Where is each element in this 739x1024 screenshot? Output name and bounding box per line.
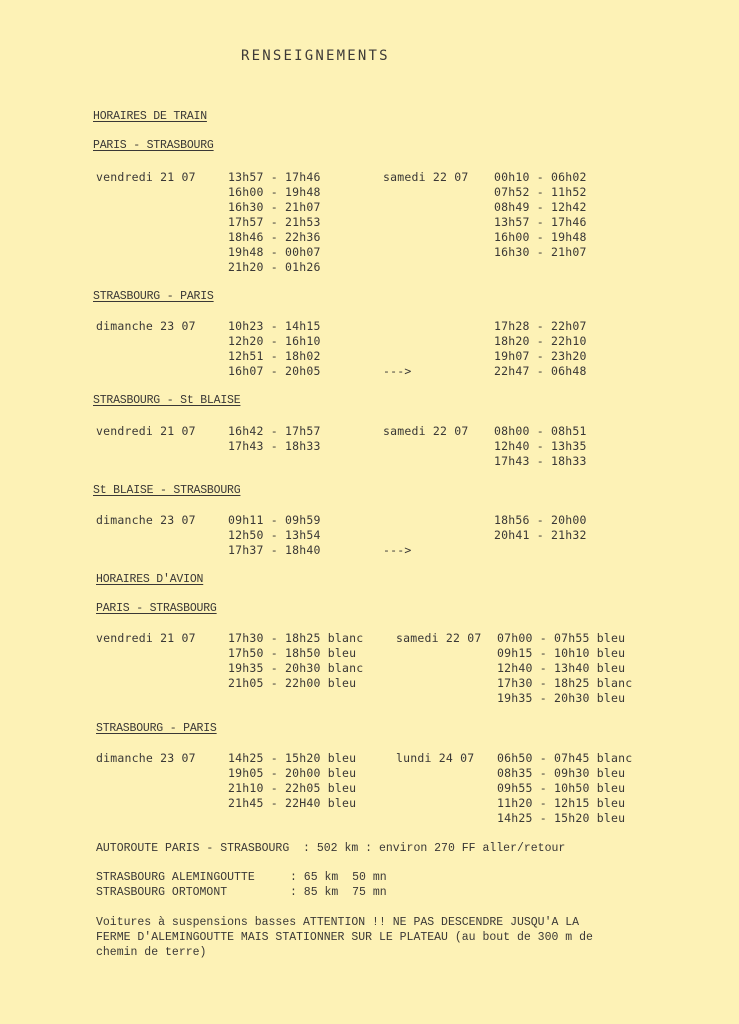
time-row: 08h00 - 08h51 — [494, 424, 587, 438]
train-ps-times-2 — [494, 170, 587, 260]
time-row: 21h10 - 22h05 bleu — [228, 781, 357, 795]
arrow: ---> — [383, 364, 412, 378]
time-row: 14h25 - 15h20 bleu — [228, 751, 357, 765]
time-row: 21h45 - 22H40 bleu — [228, 796, 357, 810]
day-label: dimanche 23 07 — [96, 513, 196, 527]
train-strasbourg-paris-heading: STRASBOURG - PARIS — [93, 290, 214, 303]
time-row: 17h57 - 21h53 — [228, 215, 321, 229]
time-row: 12h50 - 13h54 — [228, 528, 321, 542]
train-sp-times-1 — [228, 319, 321, 379]
alemingoutte-value: : 65 km 50 mn — [290, 871, 387, 884]
time-row: 14h25 - 15h20 bleu — [497, 811, 626, 825]
time-row: 18h20 - 22h10 — [494, 334, 587, 348]
time-row: 16h42 - 17h57 — [228, 424, 321, 438]
time-row: 17h43 - 18h33 — [494, 454, 587, 468]
time-row: 00h10 - 06h02 — [494, 170, 587, 184]
avion-strasbourg-paris-heading: STRASBOURG - PARIS — [96, 722, 217, 735]
train-ps-times-1 — [228, 170, 321, 275]
day-label: samedi 22 07 — [383, 170, 469, 184]
time-row: 22h47 - 06h48 — [494, 364, 587, 378]
day-label: vendredi 21 07 — [96, 170, 196, 184]
time-row: 19h05 - 20h00 bleu — [228, 766, 357, 780]
autoroute-info: AUTOROUTE PARIS - STRASBOURG : 502 km : environ 270 FF aller/retour — [96, 842, 566, 855]
avion-sp-times-2 — [497, 751, 632, 826]
time-row: 08h49 - 12h42 — [494, 200, 587, 214]
day-label: dimanche 23 07 — [96, 319, 196, 333]
day-label: samedi 22 07 — [396, 631, 482, 645]
avion-paris-strasbourg-heading: PARIS - STRASBOURG — [96, 602, 217, 615]
time-row: 20h41 - 21h32 — [494, 528, 587, 542]
train-paris-strasbourg-heading: PARIS - STRASBOURG — [93, 139, 214, 152]
train-ssb-times-1 — [228, 424, 321, 454]
train-ssb-times-2 — [494, 424, 587, 469]
time-row: 18h56 - 20h00 — [494, 513, 587, 527]
train-strasbourg-stblaise-heading: STRASBOURG - St BLAISE — [93, 394, 241, 407]
time-row: 17h50 - 18h50 bleu — [228, 646, 357, 660]
time-row: 08h35 - 09h30 bleu — [497, 766, 626, 780]
page-title: RENSEIGNEMENTS — [241, 48, 390, 64]
time-row: 09h15 - 10h10 bleu — [497, 646, 626, 660]
time-row: 07h52 - 11h52 — [494, 185, 587, 199]
time-row: 12h40 - 13h40 bleu — [497, 661, 626, 675]
day-label: samedi 22 07 — [383, 424, 469, 438]
time-row: 12h20 - 16h10 — [228, 334, 321, 348]
time-row: 16h00 - 19h48 — [228, 185, 321, 199]
train-sp-times-2 — [494, 319, 587, 379]
note-line-1: Voitures à suspensions basses ATTENTION !! NE PAS DESCENDRE JUSQU'A LA — [96, 916, 580, 929]
time-row: 13h57 - 17h46 — [494, 215, 587, 229]
note-line-3: chemin de terre) — [96, 946, 207, 959]
time-row: 17h43 - 18h33 — [228, 439, 321, 453]
time-row: 12h40 - 13h35 — [494, 439, 587, 453]
train-sbs-times-1 — [228, 513, 321, 558]
time-row: 18h46 - 22h36 — [228, 230, 321, 244]
time-row: 21h05 - 22h00 bleu — [228, 676, 357, 690]
time-row: 16h07 - 20h05 — [228, 364, 321, 378]
time-row: 13h57 - 17h46 — [228, 170, 321, 184]
train-heading: HORAIRES DE TRAIN — [93, 110, 207, 123]
time-row: 19h07 - 23h20 — [494, 349, 587, 363]
avion-heading: HORAIRES D'AVION — [96, 573, 204, 586]
ortomont-label: STRASBOURG ORTOMONT — [96, 886, 228, 899]
time-row: 11h20 - 12h15 bleu — [497, 796, 626, 810]
time-row: 17h37 - 18h40 — [228, 543, 321, 557]
time-row: 19h35 - 20h30 bleu — [497, 691, 626, 705]
time-row: 17h30 - 18h25 blanc — [497, 676, 633, 690]
time-row: 07h00 - 07h55 bleu — [497, 631, 626, 645]
ortomont-value: : 85 km 75 mn — [290, 886, 387, 899]
day-label: vendredi 21 07 — [96, 631, 196, 645]
time-row: 19h48 - 00h07 — [228, 245, 321, 259]
time-row: 10h23 - 14h15 — [228, 319, 321, 333]
time-row: 17h30 - 18h25 blanc — [228, 631, 364, 645]
time-row: 16h30 - 21h07 — [494, 245, 587, 259]
time-row: 16h00 - 19h48 — [494, 230, 587, 244]
note-line-2: FERME D'ALEMINGOUTTE MAIS STATIONNER SUR LE PLATEAU (au bout de 300 m de — [96, 931, 593, 944]
avion-sp-times-1 — [228, 751, 356, 811]
time-row: 21h20 - 01h26 — [228, 260, 321, 274]
avion-ps-times-1 — [228, 631, 363, 691]
arrow: ---> — [383, 543, 412, 557]
day-label: lundi 24 07 — [396, 751, 475, 765]
time-row: 12h51 - 18h02 — [228, 349, 321, 363]
day-label: vendredi 21 07 — [96, 424, 196, 438]
time-row: 16h30 - 21h07 — [228, 200, 321, 214]
time-row: 09h11 - 09h59 — [228, 513, 321, 527]
train-sbs-times-2 — [494, 513, 587, 543]
avion-ps-times-2 — [497, 631, 632, 706]
time-row: 09h55 - 10h50 bleu — [497, 781, 626, 795]
time-row: 06h50 - 07h45 blanc — [497, 751, 633, 765]
day-label: dimanche 23 07 — [96, 751, 196, 765]
alemingoutte-label: STRASBOURG ALEMINGOUTTE — [96, 871, 255, 884]
time-row: 17h28 - 22h07 — [494, 319, 587, 333]
time-row: 19h35 - 20h30 blanc — [228, 661, 364, 675]
train-stblaise-strasbourg-heading: St BLAISE - STRASBOURG — [93, 484, 241, 497]
